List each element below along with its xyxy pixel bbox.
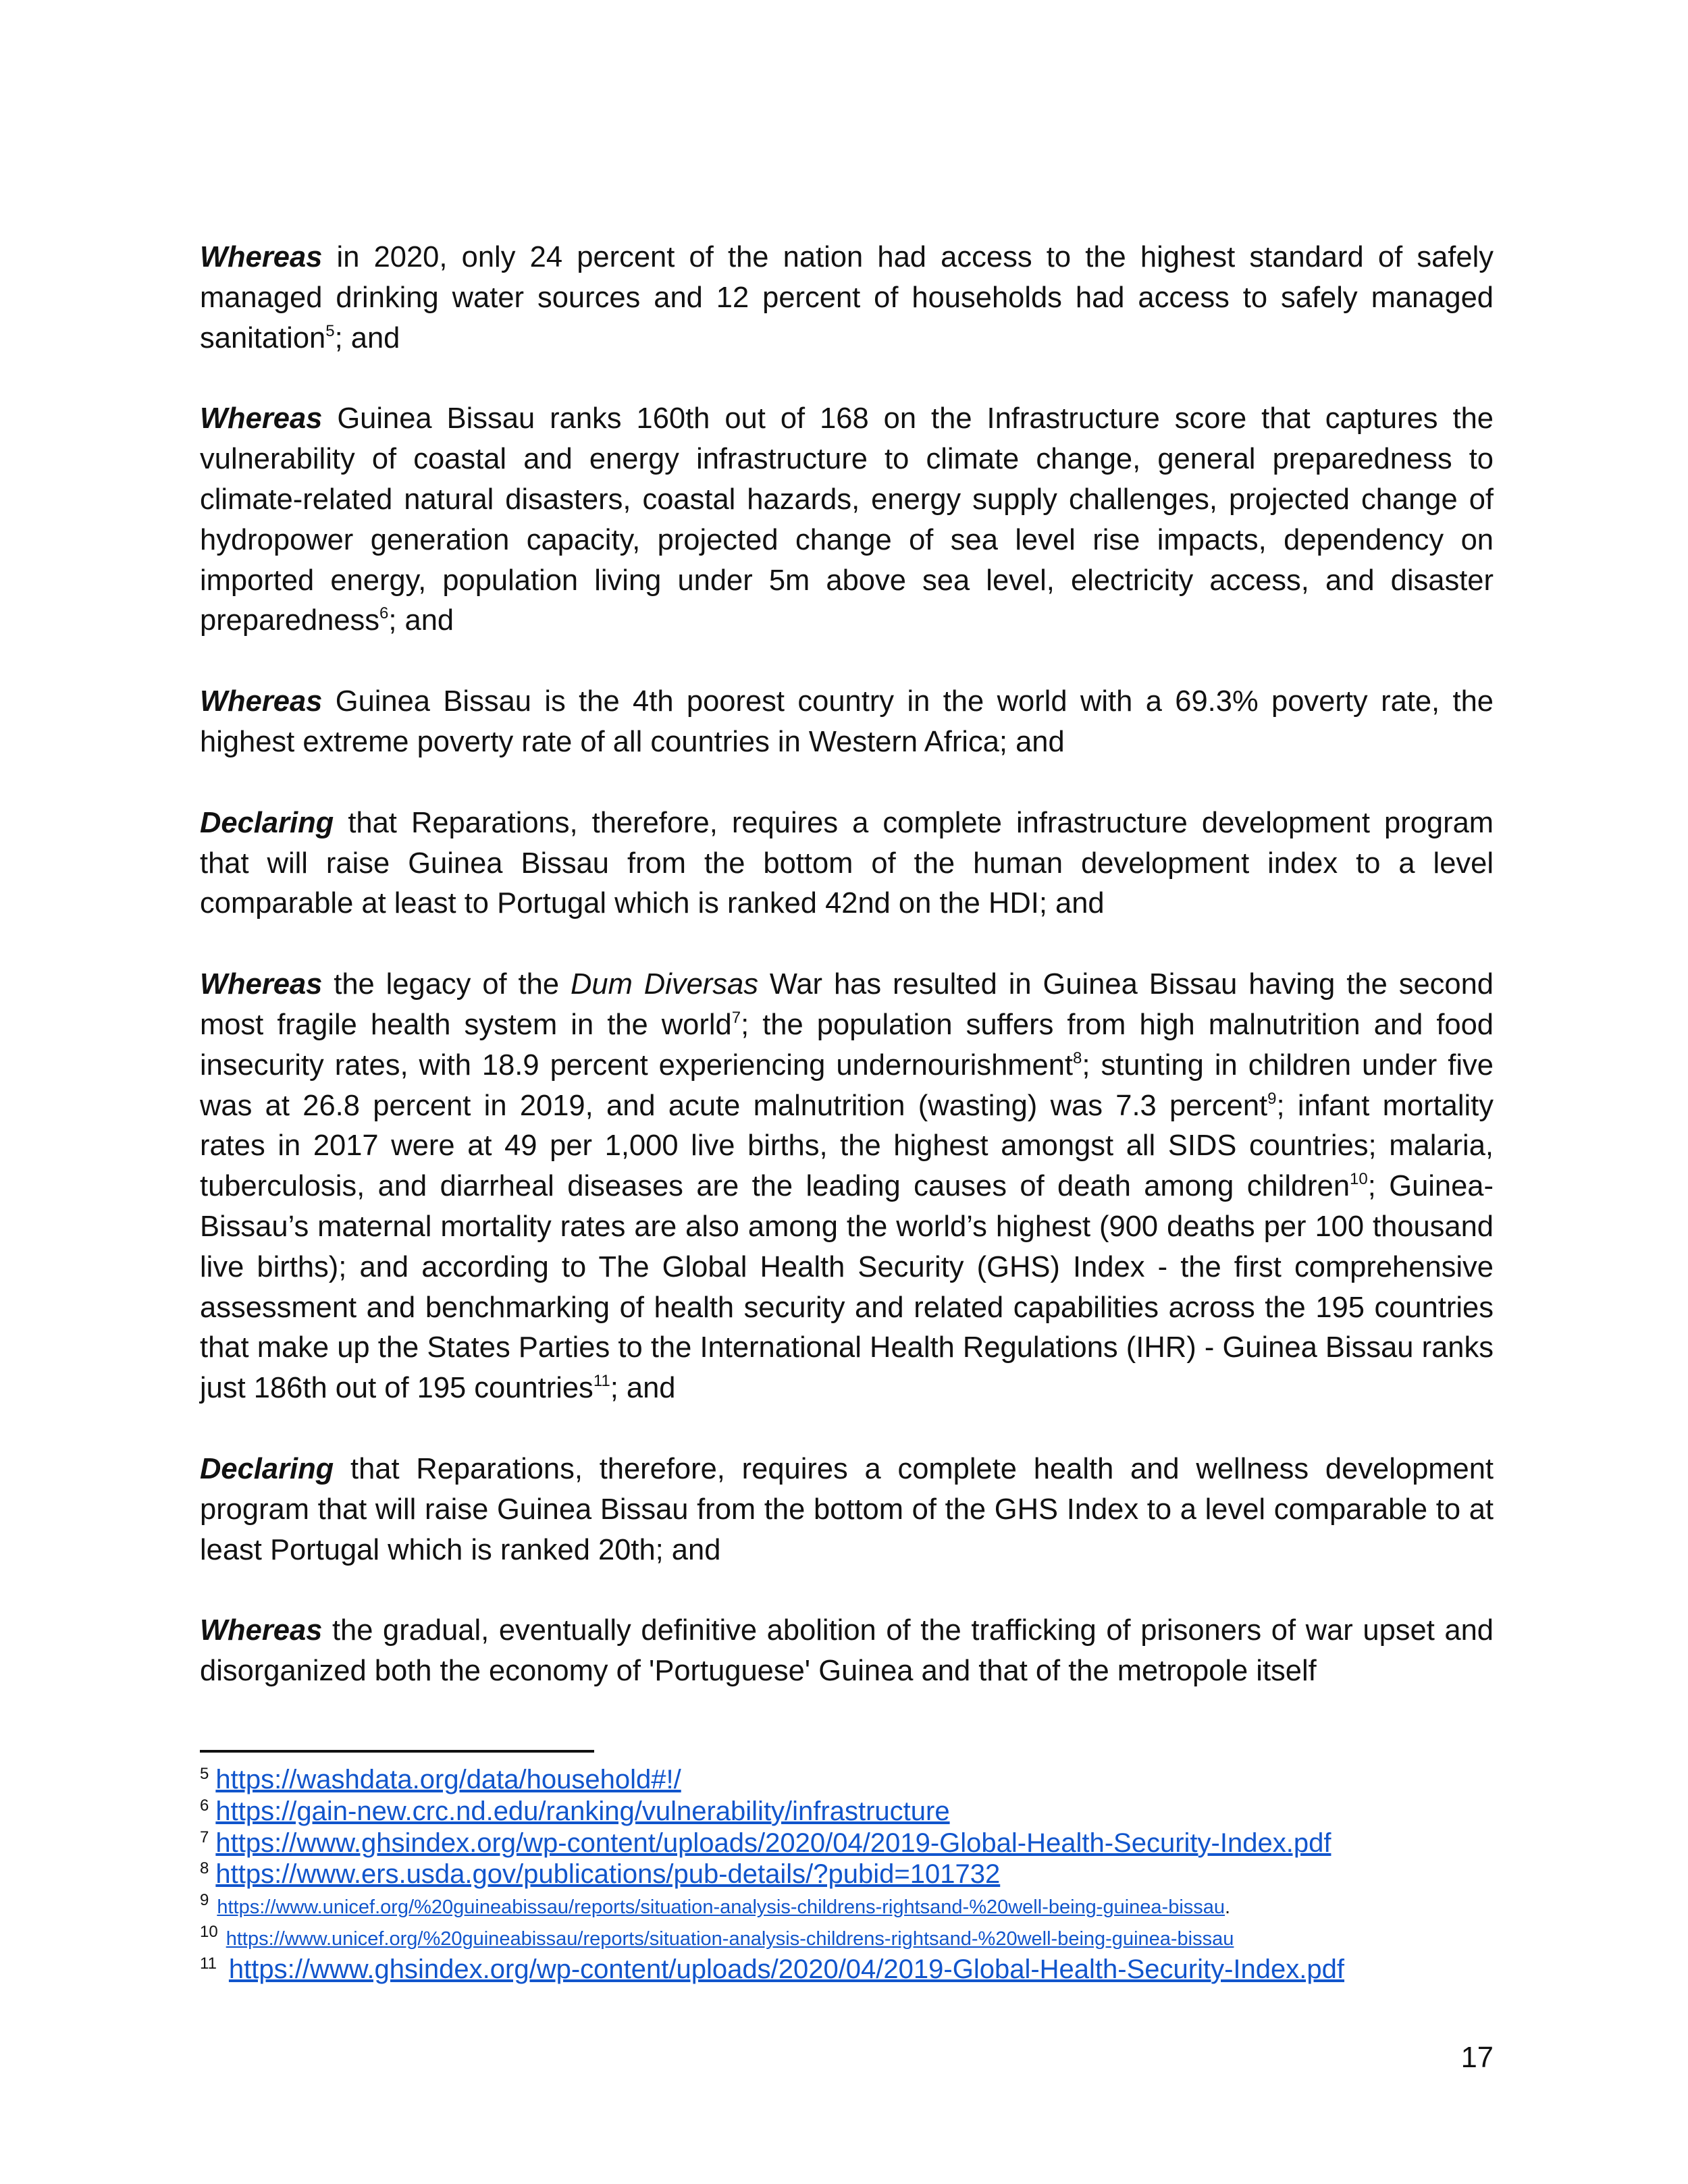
paragraph-text: ; Guinea-Bissau’s maternal mortality rates are also among the world’s highest (900 deaths per 100 thousand live births); and according to The Global Health Security (GHS) Index - the first comprehensive assessment and benchmarking of health security and related capabilities across the 195 countries that make up the States Parties to the International Health Regulations (IHR) - Guinea Bissau ranks just 186th out of 195 countries [200,1170,1494,1405]
paragraph-text: the legacy of the [322,968,571,1001]
footnote-number: 5 [200,1765,209,1783]
footnote-link[interactable]: https://www.unicef.org/%20guineabissau/reports/situation-analysis-childrens-rightsand-%20well-being-guinea-bissau [226,1927,1234,1950]
footnote-link[interactable]: https://washdata.org/data/household#!/ [215,1765,681,1794]
footnote-item [200,1917,1483,1948]
paragraph-lead: Whereas [200,968,323,1001]
footnote-ref[interactable]: 10 [1350,1170,1368,1189]
paragraph-declaring-health [200,1449,1494,1570]
footnote-item [200,1790,1483,1826]
footnote-number: 9 [200,1891,209,1910]
footnote-number: 10 [200,1922,218,1941]
footnote-item [200,1948,1483,1984]
paragraph-text: in 2020, only 24 percent of the nation had access to the highest standard of safely managed drinking water sources and 12 percent of households had access to safely managed sanitation [200,241,1494,354]
paragraph-text: the gradual, eventually definitive abolition of the trafficking of prisoners of war upset and disorganized both the economy of 'Portuguese' Guinea and that of the metropole itself [200,1614,1494,1688]
footnote-separator [200,1750,594,1753]
paragraph-whereas-poverty [200,682,1494,763]
paragraph-lead: Whereas [200,1614,323,1647]
paragraph-text: Guinea Bissau ranks 160th out of 168 on the Infrastructure score that captures the vulnerability of coastal and energy infrastructure to climate change, general preparedness to climate-related natural disasters, coastal hazards, energy supply challenges, projected change of hydropower generation capacity, projected change of sea level rise impacts, dependency on imported energy, population living under 5m above sea level, electricity access, and disaster preparedness [200,402,1494,637]
paragraph-text: War has resulted in Guinea Bissau having the second most fragile health system in the world [200,968,1494,1041]
paragraph-whereas-infrastructure [200,399,1494,641]
footnote-ref[interactable]: 9 [1267,1089,1277,1108]
paragraph-text: ; stunting in children under five was at 26.8 percent in 2019, and acute malnutrition (wasting) was 7.3 percent [200,1048,1494,1122]
page-number: 17 [1460,2042,1494,2074]
paragraph-tail: ; and [334,321,400,354]
paragraph-lead: Declaring [200,1452,334,1485]
footnote-number: 7 [200,1828,209,1846]
paragraph-tail: ; and [388,604,454,637]
footnote-link[interactable]: https://www.ghsindex.org/wp-content/uploads/2020/04/2019-Global-Health-Security-Index.pdf [215,1828,1331,1858]
footnote-link[interactable]: https://www.ers.usda.gov/publications/pub-details/?pubid=101732 [215,1859,1001,1890]
paragraph-text: Guinea Bissau is the 4th poorest country in the world with a 69.3% poverty rate, the highest extreme poverty rate of all countries in Western Africa; and [200,685,1494,758]
paragraph-lead: Whereas [200,241,323,273]
footnote-item [200,1759,1483,1794]
paragraph-declaring-infrastructure [200,803,1494,924]
paragraph-tail: ; and [610,1372,676,1405]
paragraph-whereas-health [200,965,1494,1409]
footnote-item [200,1853,1483,1890]
footnote-link[interactable]: https://gain-new.crc.nd.edu/ranking/vulnerability/infrastructure [215,1796,950,1826]
footnote-ref[interactable]: 7 [731,1008,741,1027]
footnote-number: 11 [200,1954,217,1973]
footnote-link[interactable]: https://www.ghsindex.org/wp-content/uploads/2020/04/2019-Global-Health-Security-Index.pdf [228,1954,1344,1984]
footnote-suffix: . [1225,1896,1231,1919]
paragraph-lead: Whereas [200,685,323,718]
footnotes-list [200,1759,1483,1984]
paragraph-whereas-abolition [200,1611,1494,1692]
paragraph-lead: Declaring [200,806,334,839]
footnote-number: 8 [200,1859,209,1878]
footnote-ref[interactable]: 11 [593,1372,610,1391]
footnote-number: 6 [200,1796,209,1815]
footnote-item [200,1822,1483,1858]
footnote-item [200,1885,1483,1917]
paragraph-text: ; infant mortality rates in 2017 were at 49 per 1,000 live births, the highest amongst all SIDS countries; malaria, tuberculosis, and diarrheal diseases are the leading causes of death among children [200,1089,1494,1203]
footnote-ref[interactable]: 8 [1073,1048,1082,1067]
italic-term: Dum Diversas [570,968,758,1001]
paragraph-lead: Whereas [200,402,323,435]
paragraph-whereas-water [200,238,1494,358]
footnote-ref[interactable]: 5 [325,321,335,340]
paragraph-text: that Reparations, therefore, requires a complete infrastructure development program that will raise Guinea Bissau from the bottom of the human development index to a level comparable at least to Portugal which is ranked 42nd on the HDI; and [200,806,1494,920]
paragraph-text: that Reparations, therefore, requires a complete health and wellness development program that will raise Guinea Bissau from the bottom of the GHS Index to a level comparable to at least Portugal which is ranked 20th; and [200,1452,1494,1566]
document-body [200,238,1494,1732]
footnote-ref[interactable]: 6 [379,604,389,623]
footnote-link[interactable]: https://www.unicef.org/%20guineabissau/reports/situation-analysis-childrens-rightsand-%20well-being-guinea-bissau [217,1896,1225,1919]
paragraph-text: ; the population suffers from high malnutrition and food insecurity rates, with 18.9 percent experiencing undernourishment [200,1008,1494,1082]
